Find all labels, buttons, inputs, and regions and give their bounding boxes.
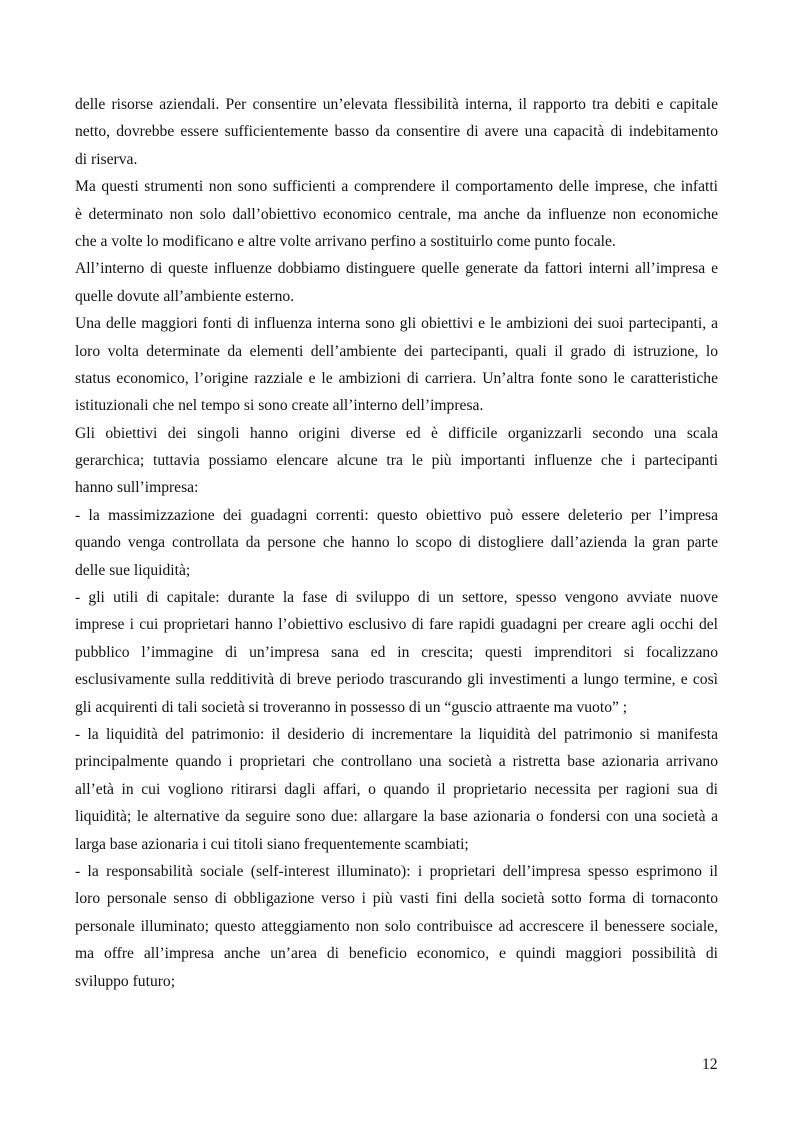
text-line: delle risorse aziendali. Per consentire un’elevata flessibilità interna, il rapporto tra debiti e capitale — [75, 96, 718, 113]
text-line: all’età in cui vogliono ritirarsi dagli affari, o quando il proprietario necessita per ragioni sua di — [75, 780, 718, 798]
text-line: All’interno di queste influenze dobbiamo distinguere quelle generate da fattori interni all’impresa e — [75, 260, 718, 278]
text-line: imprese i cui proprietari hanno l’obiettivo esclusivo di fare rapidi guadagni per creare agli occhi del — [75, 616, 718, 634]
text-line: è determinato non solo dall’obiettivo economico centrale, ma anche da influenze non economiche — [75, 205, 718, 223]
text-line: loro personale senso di obbligazione verso i più vasti fini della società sotto forma di tornaconto — [75, 890, 718, 908]
text-line: Gli obiettivi dei singoli hanno origini diverse ed è difficile organizzarli secondo una scala — [75, 424, 718, 442]
text-line: - gli utili di capitale: durante la fase di sviluppo di un settore, spesso vengono avviate nuove — [75, 589, 718, 607]
text-line: hanno sull’impresa: — [75, 479, 199, 497]
text-line: pubblico l’immagine di un’impresa sana ed in crescita; questi imprenditori si focalizzano — [75, 643, 718, 661]
text-line: - la massimizzazione dei guadagni correnti: questo obiettivo può essere deleterio per l’impresa — [75, 506, 718, 524]
text-line: principalmente quando i proprietari che controllano una società a ristretta base azionaria arrivano — [75, 753, 718, 771]
text-line: loro volta determinate da elementi dell’ambiente dei partecipanti, quali il grado di istruzione, lo — [75, 342, 718, 360]
text-line: che a volte lo modificano e altre volte arrivano perfino a sostituirlo come punto focale. — [75, 232, 616, 250]
text-line: - la responsabilità sociale (self-interest illuminato): i proprietari dell’impresa spesso esprimono il — [75, 862, 718, 880]
text-line: liquidità; le alternative da seguire sono due: allargare la base azionaria o fondersi con una società a — [75, 808, 718, 826]
text-line: personale illuminato; questo atteggiamento non solo contribuisce ad accrescere il benessere sociale, — [75, 917, 718, 935]
text-line: delle sue liquidità; — [75, 561, 191, 579]
text-line: gerarchica; tuttavia possiamo elencare alcune tra le più importanti influenze che i partecipanti — [75, 452, 718, 470]
text-line: di riserva. — [75, 150, 138, 168]
text-line: sviluppo futuro; — [75, 972, 176, 990]
text-line: quando venga controllata da persone che hanno lo scopo di distogliere dall’azienda la gran parte — [75, 534, 718, 552]
text-line: istituzionali che nel tempo si sono create all’interno dell’impresa. — [75, 397, 484, 415]
page-number: 12 — [702, 1056, 718, 1073]
text-line: Una delle maggiori fonti di influenza interna sono gli obiettivi e le ambizioni dei suoi partecipanti, a — [75, 315, 718, 333]
text-line: status economico, l’origine razziale e le ambizioni di carriera. Un’altra fonte sono le caratteristiche — [75, 369, 718, 387]
text-line: larga base azionaria i cui titoli siano frequentemente scambiati; — [75, 835, 469, 853]
text-line: - la liquidità del patrimonio: il desiderio di incrementare la liquidità del patrimonio si manifesta — [75, 725, 718, 743]
text-line: ma offre all’impresa anche un’area di beneficio economico, e quindi maggiori possibilità di — [75, 945, 718, 963]
document-body — [75, 91, 718, 995]
text-line: quelle dovute all’ambiente esterno. — [75, 287, 295, 305]
text-line: Ma questi strumenti non sono sufficienti a comprendere il comportamento delle imprese, che infatti — [75, 178, 718, 196]
text-line: esclusivamente sulla redditività di breve periodo trascurando gli investimenti a lungo termine, e così — [75, 671, 718, 689]
text-line: gli acquirenti di tali società si troveranno in possesso di un “guscio attraente ma vuoto” ; — [75, 698, 628, 716]
text-line: netto, dovrebbe essere sufficientemente basso da consentire di avere una capacità di indebitamento — [75, 123, 718, 141]
